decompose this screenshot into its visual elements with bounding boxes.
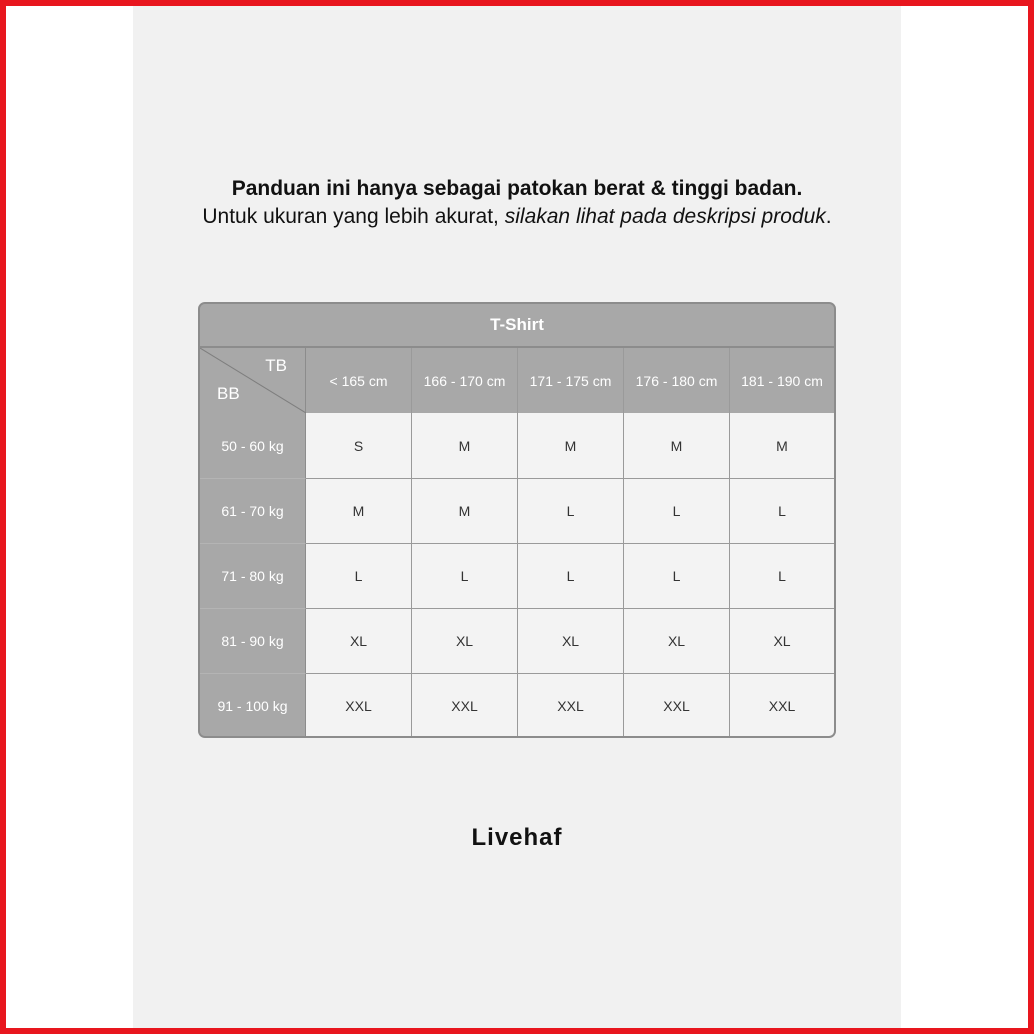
brand-logo: Livehaf: [471, 824, 563, 851]
size-cell: XL: [518, 608, 624, 673]
size-cell: M: [518, 413, 624, 478]
row-header: 61 - 70 kg: [200, 478, 306, 543]
size-cell: XXL: [518, 673, 624, 738]
table-row: [200, 478, 834, 543]
size-chart-table: [198, 302, 836, 738]
size-cell: L: [624, 478, 730, 543]
intro-subtext: [133, 205, 901, 229]
size-cell: L: [306, 543, 412, 608]
column-header: 171 - 175 cm: [518, 348, 624, 413]
row-header: 91 - 100 kg: [200, 673, 306, 738]
size-cell: S: [306, 413, 412, 478]
size-cell: L: [412, 543, 518, 608]
intro-subtext-italic: silakan lihat pada deskripsi produk: [504, 205, 826, 228]
table-row: [200, 413, 834, 478]
size-cell: XL: [412, 608, 518, 673]
column-header: 166 - 170 cm: [412, 348, 518, 413]
size-cell: M: [730, 413, 834, 478]
corner-label-tb: TB: [265, 356, 287, 375]
table-row: [200, 543, 834, 608]
corner-diagonal: [200, 348, 306, 413]
corner-cell: [200, 348, 306, 413]
column-header: 181 - 190 cm: [730, 348, 834, 413]
table-title: T-Shirt: [200, 304, 834, 348]
size-cell: L: [518, 543, 624, 608]
table-body: [200, 413, 834, 738]
size-cell: XXL: [624, 673, 730, 738]
corner-label-bb: BB: [217, 384, 240, 403]
size-cell: L: [730, 543, 834, 608]
size-cell: M: [306, 478, 412, 543]
size-cell: XXL: [412, 673, 518, 738]
size-cell: M: [412, 478, 518, 543]
intro-heading: Panduan ini hanya sebagai patokan berat & tinggi badan.: [231, 177, 803, 200]
row-header: 71 - 80 kg: [200, 543, 306, 608]
size-cell: L: [518, 478, 624, 543]
size-cell: L: [624, 543, 730, 608]
size-cell: XL: [306, 608, 412, 673]
size-cell: XXL: [730, 673, 834, 738]
table-header-row: [200, 348, 834, 413]
size-cell: XXL: [306, 673, 412, 738]
column-header: 176 - 180 cm: [624, 348, 730, 413]
size-cell: M: [412, 413, 518, 478]
column-header: < 165 cm: [306, 348, 412, 413]
row-header: 50 - 60 kg: [200, 413, 306, 478]
size-cell: M: [624, 413, 730, 478]
size-cell: L: [730, 478, 834, 543]
intro-subtext-end: .: [825, 205, 832, 228]
size-cell: XL: [730, 608, 834, 673]
size-cell: XL: [624, 608, 730, 673]
table-row: [200, 673, 834, 738]
intro-subtext-plain: Untuk ukuran yang lebih akurat,: [202, 205, 499, 228]
table-row: [200, 608, 834, 673]
row-header: 81 - 90 kg: [200, 608, 306, 673]
